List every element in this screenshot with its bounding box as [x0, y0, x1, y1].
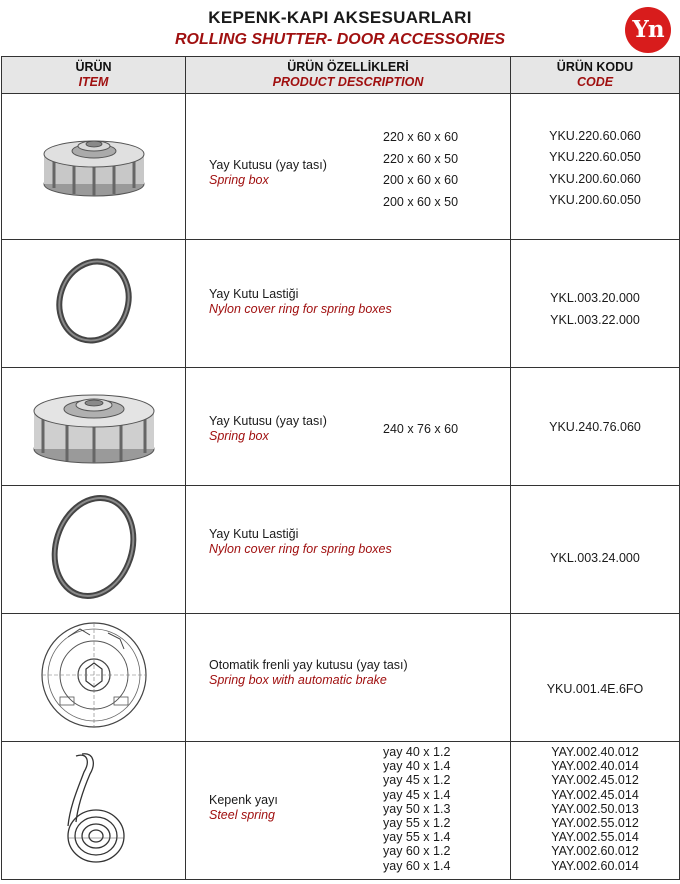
- dimension-value: yay 40 x 1.2: [383, 745, 451, 759]
- dimension-value: yay 50 x 1.3: [383, 801, 451, 816]
- column-header-code-tr: ÜRÜN KODU: [556, 60, 634, 74]
- item-dimensions: [383, 127, 458, 213]
- item-description-cell: [186, 614, 511, 742]
- column-header-description-en: PRODUCT DESCRIPTION: [272, 75, 424, 89]
- item-code-cell: [511, 486, 680, 614]
- nylon-ring-image: [44, 491, 144, 603]
- brand-logo: Yn: [625, 7, 671, 53]
- dimension-value: yay 45 x 1.4: [383, 787, 451, 802]
- item-description-cell: [186, 240, 511, 368]
- table-row: [2, 486, 680, 614]
- product-code: YKU.220.60.060: [549, 128, 641, 143]
- brake-spring-box-image: [38, 619, 150, 731]
- item-description-cell: [186, 486, 511, 614]
- product-code: YAY.002.60.014: [551, 858, 639, 873]
- item-name-en: Spring box: [209, 429, 269, 443]
- product-code: YAY.002.50.013: [551, 801, 639, 816]
- dimension-value: yay 55 x 1.2: [383, 816, 451, 831]
- spring-box-image: [39, 124, 149, 204]
- item-image-cell: [2, 742, 186, 880]
- dimension-value: 220 x 60 x 50: [383, 151, 459, 166]
- column-header-description: [186, 57, 511, 94]
- product-table: [1, 56, 680, 880]
- item-description-cell: [186, 368, 511, 486]
- steel-spring-image: [54, 748, 134, 868]
- product-code: YAY.002.40.012: [551, 745, 639, 759]
- item-image-cell: [2, 486, 186, 614]
- item-image-cell: [2, 614, 186, 742]
- dimension-value: 240 x 76 x 60: [383, 422, 459, 436]
- product-code: YAY.002.40.014: [551, 759, 639, 774]
- item-name-tr: Yay Kutusu (yay tası): [209, 414, 327, 428]
- spring-box-large-image: [29, 379, 159, 469]
- item-dimensions: [383, 745, 450, 873]
- table-row: [2, 240, 680, 368]
- dimension-value: 200 x 60 x 60: [383, 173, 459, 187]
- item-code-cell: [511, 368, 680, 486]
- product-code: YAY.002.45.014: [551, 787, 639, 802]
- column-header-item: [2, 57, 186, 94]
- table-header-row: [2, 57, 680, 94]
- dimension-value: yay 45 x 1.2: [383, 773, 451, 788]
- item-code-cell: [511, 94, 680, 240]
- item-name-en: Nylon cover ring for spring boxes: [209, 542, 392, 556]
- item-name-tr: Kepenk yayı: [209, 793, 278, 807]
- product-code: YKU.220.60.050: [549, 150, 641, 164]
- dimension-value: 200 x 60 x 50: [383, 194, 459, 209]
- table-row: [2, 368, 680, 486]
- item-name-en: Steel spring: [209, 808, 276, 822]
- item-code-cell: [511, 240, 680, 368]
- dimension-value: 220 x 60 x 60: [383, 130, 459, 144]
- page-subtitle: ROLLING SHUTTER- DOOR ACCESSORIES: [174, 31, 506, 48]
- product-code: YAY.002.55.014: [551, 830, 639, 845]
- page-title: KEPENK-KAPI AKSESUARLARI: [208, 8, 472, 27]
- item-name-en: Spring box with automatic brake: [209, 673, 387, 687]
- dimension-value: yay 55 x 1.4: [383, 830, 451, 845]
- product-code: YKU.200.60.050: [549, 193, 641, 207]
- product-code: YKL.003.20.000: [550, 290, 640, 305]
- table-row: [2, 614, 680, 742]
- product-code: YKL.003.22.000: [550, 312, 640, 327]
- column-header-code-en: CODE: [576, 75, 614, 89]
- item-dimensions: [383, 422, 458, 436]
- item-image-cell: [2, 94, 186, 240]
- dimension-value: yay 60 x 1.2: [383, 844, 451, 859]
- item-description-cell: [186, 94, 511, 240]
- product-code: YKU.200.60.060: [549, 171, 641, 186]
- product-code: YKU.240.76.060: [549, 419, 641, 434]
- product-code: YKU.001.4E.6FO: [546, 681, 644, 696]
- product-code: YKL.003.24.000: [550, 550, 640, 565]
- nylon-ring-image: [49, 254, 139, 349]
- item-name-tr: Yay Kutusu (yay tası): [209, 158, 327, 172]
- item-description-cell: [186, 742, 511, 880]
- item-name-en: Spring box: [209, 173, 269, 187]
- item-code-cell: [511, 614, 680, 742]
- product-code: YAY.002.55.012: [551, 816, 639, 831]
- column-header-item-tr: ÜRÜN: [75, 60, 112, 74]
- item-code-cell: [511, 742, 680, 880]
- column-header-code: [511, 57, 680, 94]
- item-name-tr: Yay Kutu Lastiği: [209, 527, 299, 541]
- product-code: YAY.002.60.012: [551, 844, 639, 859]
- item-image-cell: [2, 368, 186, 486]
- item-name-en: Nylon cover ring for spring boxes: [209, 302, 392, 316]
- item-image-cell: [2, 240, 186, 368]
- product-code: YAY.002.45.012: [551, 773, 639, 788]
- item-name-tr: Otomatik frenli yay kutusu (yay tası): [209, 658, 408, 672]
- table-row: [2, 742, 680, 880]
- dimension-value: yay 60 x 1.4: [383, 858, 451, 873]
- item-name-tr: Yay Kutu Lastiği: [209, 287, 299, 301]
- column-header-description-tr: ÜRÜN ÖZELLİKLERİ: [287, 60, 409, 74]
- column-header-item-en: ITEM: [78, 75, 109, 89]
- dimension-value: yay 40 x 1.4: [383, 759, 451, 774]
- table-row: [2, 94, 680, 240]
